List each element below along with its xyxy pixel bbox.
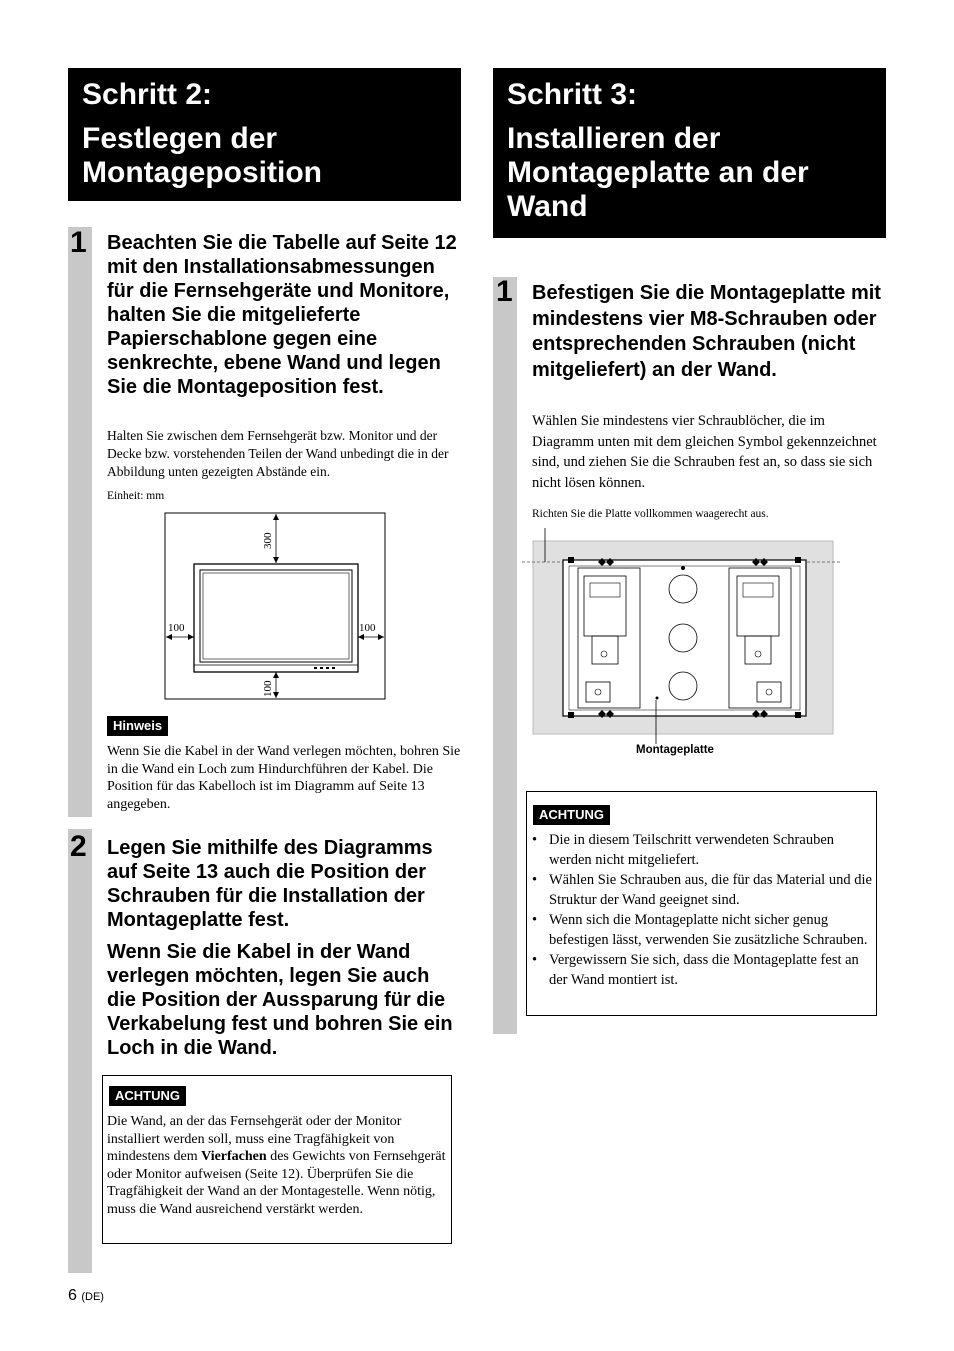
dim-top-label: 300: [262, 532, 274, 549]
step3-header: [493, 68, 886, 238]
step-sidebar: [68, 227, 92, 817]
step2-number: 2: [70, 830, 87, 863]
step1-body: Halten Sie zwischen dem Fernsehgerät bzw. Monitor und der Decke bzw. vorstehenden Teilen der Wand unbedingt die in der Abbildung unten gezeigten Abstände ein.: [107, 428, 449, 479]
step1-title: Beachten Sie die Tabelle auf Seite 12 mit den Installationsabmessungen für die Fernsehgeräte und Monitore, halten Sie die mitgelieferte Papierschablone gegen eine senkrechte, ebene Wand und legen Sie die Montageposition fest.: [107, 232, 457, 398]
step3-body: Wählen Sie mindestens vier Schraublöcher, die im Diagramm unten mit dem gleichen Symbol gekennzeichnet sind, und ziehen Sie die Schrauben fest an, so dass sie sich nicht lösen können.: [532, 413, 877, 491]
note-tag: Hinweis: [107, 716, 168, 736]
step2-header-line2: Festlegen der: [82, 122, 278, 155]
caution-item: • Wählen Sie Schrauben aus, die für das Material und die Struktur der Wand geeignet sind.: [527, 870, 873, 910]
step2-sidebar: [68, 829, 92, 1273]
page-lang: (DE): [81, 1291, 104, 1303]
step3-header-line1: Schritt 3:: [507, 78, 638, 111]
caution-tag-right: ACHTUNG: [533, 805, 610, 825]
page-footer: [68, 1287, 104, 1305]
step2-header: [68, 68, 461, 201]
caution-text-pre: Die Wand, an der das Fernsehgerät oder der Monitor installiert werden soll, muss eine Tragfähigkeit von mindestens dem: [107, 1114, 402, 1164]
step2-title-2: Wenn Sie die Kabel in der Wand verlegen möchten, legen Sie auch die Position der Aussparung für die Verkabelung fest und bohren Sie ein Loch in die Wand.: [107, 941, 453, 1059]
step2-header-line1: Schritt 2:: [82, 78, 213, 111]
dim-left-label: 100: [168, 622, 185, 634]
dim-bottom-label: 100: [262, 680, 274, 697]
step3-title: Befestigen Sie die Montageplatte mit mindestens vier M8-Schrauben oder entsprechenden Schrauben (nicht mitgeliefert) an der Wand.: [532, 282, 881, 381]
page-number: 6: [68, 1287, 77, 1304]
caution-item: • Wenn sich die Montageplatte nicht sicher genug befestigen lässt, verwenden Sie zusätzliche Schrauben.: [527, 910, 873, 950]
step2-header-line3: Montageposition: [82, 156, 322, 189]
caution-item: • Vergewissern Sie sich, dass die Montageplatte fest an der Wand montiert ist.: [527, 950, 873, 990]
unit-label: Einheit: mm: [107, 490, 165, 502]
dim-right-label: 100: [359, 622, 376, 634]
caution-list-right: [527, 830, 873, 990]
step1-number: 1: [70, 226, 87, 259]
caution-text-post: des Gewichts von Fernsehgerät oder Monitor aufweisen (Seite 12). Überprüfen Sie die Tragfähigkeit der Wand an der Montagestelle. Wenn nötig, muss die Wand ausreichend verstärkt werden.: [107, 1149, 446, 1217]
step3-sidebar: [493, 277, 517, 1034]
plate: [563, 557, 806, 718]
note-body: Wenn Sie die Kabel in der Wand verlegen möchten, bohren Sie in die Wand ein Loch zum Hindurchführen der Kabel. Die Position für das Kabelloch ist im Diagramm auf Seite 13 angegeben.: [107, 744, 461, 812]
mounting-plate-figure: [522, 528, 840, 758]
caution-item: • Die in diesem Teilschritt verwendeten Schrauben werden nicht mitgeliefert.: [527, 830, 873, 870]
step2-title: Legen Sie mithilfe des Diagramms auf Seite 13 auch die Position der Schrauben für die Installation der Montageplatte fest.: [107, 837, 433, 931]
caution-box-right: [526, 791, 877, 1016]
step3-number: 1: [496, 275, 513, 308]
tv-outline: [194, 564, 358, 672]
step3-header-line3: Montageplatte an der: [507, 156, 809, 189]
caution-body-left: [107, 1113, 449, 1218]
clearance-diagram: [164, 512, 387, 702]
step3-header-line2: Installieren der: [507, 122, 721, 155]
figure-note: Richten Sie die Platte vollkommen waagerecht aus.: [532, 508, 769, 520]
step3-header-line4: Wand: [507, 190, 588, 223]
caution-box-left: [102, 1075, 452, 1244]
figure-label: Montageplatte: [636, 744, 714, 756]
caution-tag-left: ACHTUNG: [109, 1086, 186, 1106]
caution-text-bold: Vierfachen: [201, 1149, 267, 1164]
